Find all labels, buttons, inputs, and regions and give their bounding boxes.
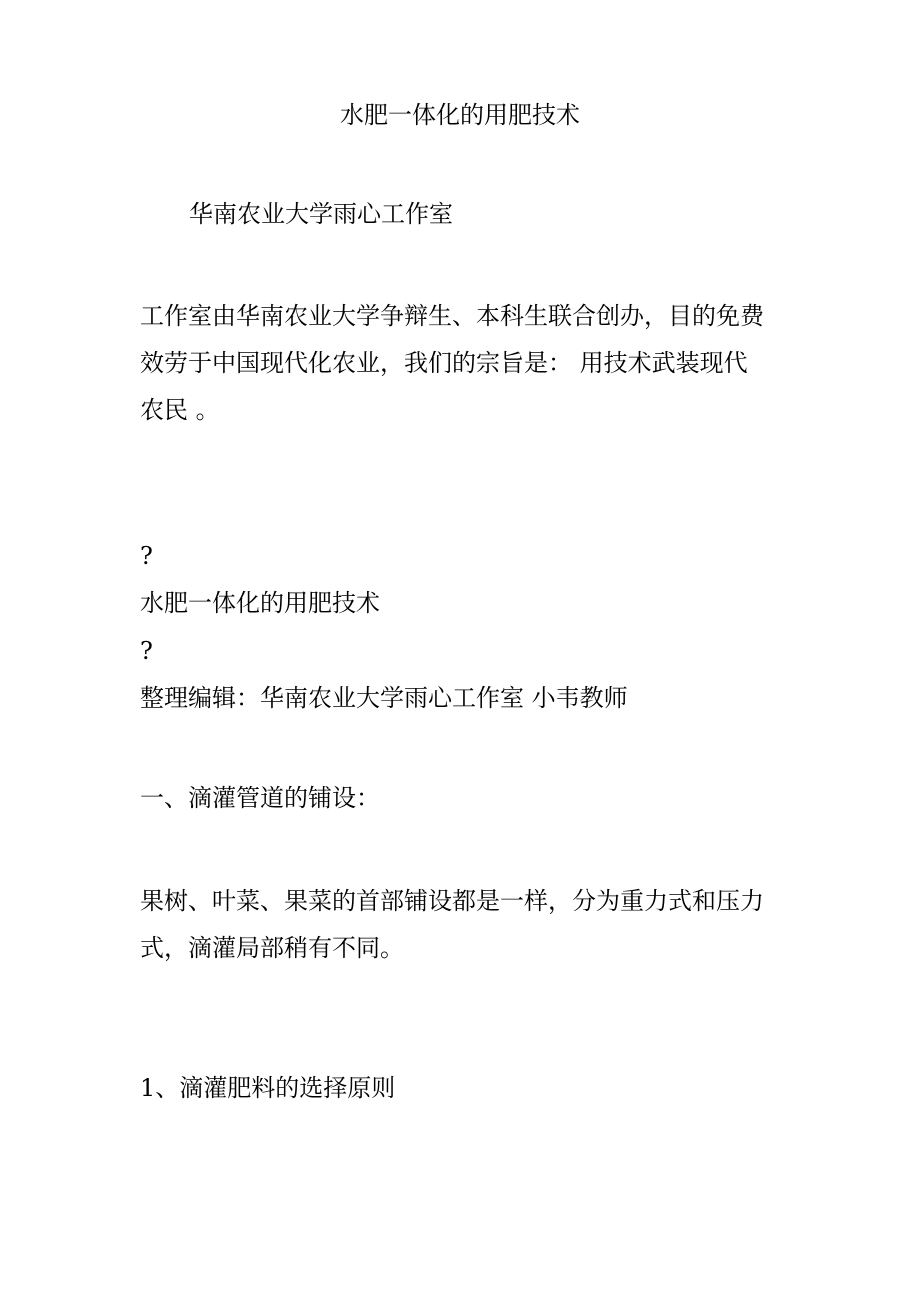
- editor-credit: 整理编辑：华南农业大学雨心工作室 小韦教师: [140, 684, 628, 712]
- intro-line: 效劳于中国现代化农业，我们的宗旨是： 用技术武装现代: [140, 349, 748, 377]
- question-mark-marker: ?: [140, 542, 153, 570]
- organization-name: 华南农业大学雨心工作室: [189, 200, 453, 228]
- intro-line: 农民 。: [140, 396, 220, 424]
- intro-paragraph: [140, 293, 780, 434]
- paragraph-line: 式，滴灌局部稍有不同。: [140, 934, 404, 962]
- question-mark-marker: ?: [140, 637, 153, 665]
- intro-line: 工作室由华南农业大学争辩生、本科生联合创办，目的免费: [140, 302, 764, 330]
- subsection-heading: 1、滴灌肥料的选择原则: [140, 1074, 396, 1102]
- subtitle: 水肥一体化的用肥技术: [140, 589, 380, 617]
- body-paragraph: [140, 878, 764, 972]
- document-title: 水肥一体化的用肥技术: [340, 101, 580, 129]
- section-heading: 一、滴灌管道的铺设：: [140, 784, 380, 812]
- paragraph-line: 果树、叶菜、果菜的首部铺设都是一样，分为重力式和压力: [140, 887, 764, 915]
